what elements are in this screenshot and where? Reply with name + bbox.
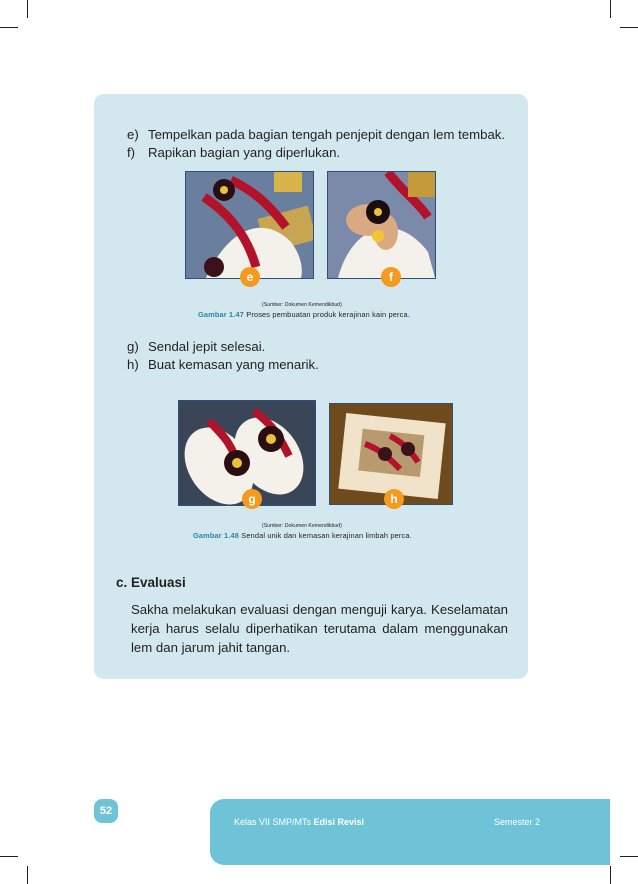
section-paragraph: Sakha melakukan evaluasi dengan menguji karya. Keselamatan kerja harus selalu diperhatikan terutama dalam menggunakan lem dan jarum jahit tangan.	[131, 602, 508, 655]
page-number: 52	[94, 799, 118, 823]
section-title: c. Evaluasi	[116, 575, 186, 590]
crop-mark	[27, 0, 28, 18]
figure-147-label: Gambar 1.47	[198, 310, 245, 319]
figure-148-caption	[193, 531, 412, 540]
photo-e	[185, 171, 314, 279]
figure-147-source: (Sumber: Dokumen Kemendikbud)	[262, 302, 342, 308]
step-label: f)	[127, 145, 136, 160]
figure-148-label: Gambar 1.48	[193, 531, 240, 540]
footer-book-title	[234, 817, 364, 827]
crop-mark	[620, 27, 638, 28]
step-h	[127, 357, 319, 373]
footer-semester: Semester 2	[494, 817, 541, 827]
step-text: Tempelkan pada bagian tengah penjepit dengan lem tembak.	[148, 127, 506, 142]
figure-148-source: (Sumber: Dokumen Kemendikbud)	[262, 523, 342, 529]
badge-h: h	[384, 489, 404, 509]
step-label: h)	[127, 357, 139, 372]
badge-g: g	[242, 489, 262, 509]
figure-148-text: Sendal unik dan kemasan kerajinan limbah perca.	[241, 531, 412, 540]
crop-mark	[620, 856, 638, 857]
step-e	[127, 127, 505, 143]
step-text: Sendal jepit selesai.	[148, 339, 266, 354]
crop-mark	[0, 27, 18, 28]
badge-e: e	[240, 267, 260, 287]
crop-mark	[610, 0, 611, 18]
badge-f: f	[381, 267, 401, 287]
step-label: e)	[127, 127, 139, 142]
figure-147-text: Proses pembuatan produk kerajinan kain perca.	[246, 310, 410, 319]
crop-mark	[27, 866, 28, 884]
crop-mark	[610, 866, 611, 884]
step-text: Rapikan bagian yang diperlukan.	[148, 145, 341, 160]
crop-mark	[0, 856, 18, 857]
step-label: g)	[127, 339, 139, 354]
step-text: Buat kemasan yang menarik.	[148, 357, 319, 372]
step-f	[127, 145, 340, 161]
step-g	[127, 339, 265, 355]
footer-bar	[210, 799, 610, 865]
figure-147-caption	[198, 310, 410, 319]
photo-f	[327, 171, 436, 279]
footer-book: Kelas VII SMP/MTs	[234, 817, 314, 827]
footer-edition: Edisi Revisi	[313, 817, 365, 827]
